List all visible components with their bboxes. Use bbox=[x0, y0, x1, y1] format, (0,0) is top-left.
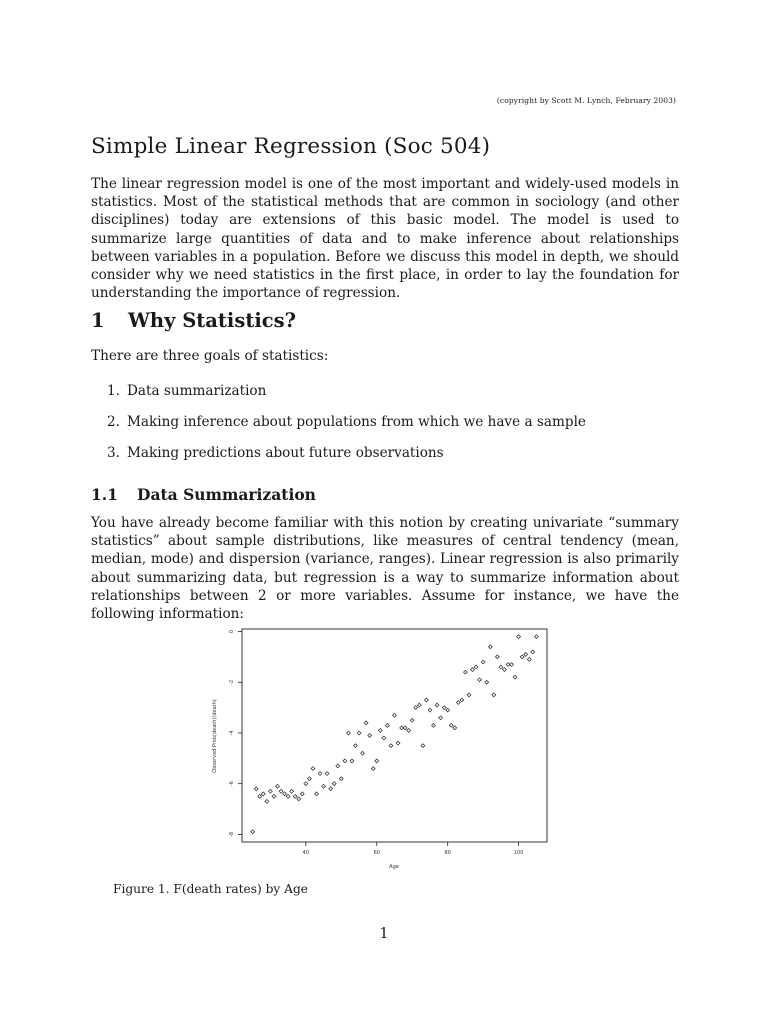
scatter-plot bbox=[200, 626, 560, 876]
scatter-point bbox=[499, 665, 503, 669]
scatter-point bbox=[290, 789, 294, 793]
subsection-1-1-number: 1.1 bbox=[91, 485, 118, 504]
scatter-point bbox=[336, 764, 340, 768]
scatter-point bbox=[322, 784, 326, 788]
document-title: Simple Linear Regression (Soc 504) bbox=[91, 134, 491, 159]
scatter-point bbox=[378, 729, 382, 733]
scatter-point bbox=[311, 767, 315, 771]
list-item-text: Making predictions about future observations bbox=[127, 445, 444, 461]
scatter-point bbox=[410, 718, 414, 722]
scatter-point bbox=[276, 784, 280, 788]
y-tick-label: -2 bbox=[229, 679, 235, 685]
list-item-text: Making inference about populations from which we have a sample bbox=[127, 414, 586, 430]
scatter-point bbox=[481, 660, 485, 664]
scatter-point bbox=[534, 635, 538, 639]
x-tick-label: 40 bbox=[302, 850, 310, 856]
scatter-point bbox=[432, 723, 436, 727]
y-axis-label: Observed Prob(death)(death) bbox=[212, 699, 218, 773]
scatter-point bbox=[517, 635, 521, 639]
scatter-point bbox=[375, 759, 379, 763]
scatter-point bbox=[446, 708, 450, 712]
scatter-point bbox=[428, 708, 432, 712]
section-1-number: 1 bbox=[91, 309, 105, 332]
scatter-point bbox=[414, 706, 418, 710]
scatter-point bbox=[354, 744, 358, 748]
scatter-point bbox=[460, 698, 464, 702]
list-item bbox=[107, 382, 586, 413]
scatter-point bbox=[485, 680, 489, 684]
scatter-point bbox=[265, 800, 269, 804]
x-axis bbox=[303, 842, 524, 856]
scatter-point bbox=[513, 675, 517, 679]
scatter-point bbox=[495, 655, 499, 659]
scatter-point bbox=[339, 777, 343, 781]
scatter-point bbox=[371, 767, 375, 771]
scatter-figure bbox=[200, 626, 560, 876]
scatter-point bbox=[318, 772, 322, 776]
scatter-point bbox=[254, 787, 258, 791]
scatter-point bbox=[449, 723, 453, 727]
goals-lead-text: There are three goals of statistics: bbox=[91, 348, 329, 364]
scatter-point bbox=[503, 668, 507, 672]
scatter-point bbox=[329, 787, 333, 791]
scatter-point bbox=[297, 797, 301, 801]
scatter-point bbox=[393, 713, 397, 717]
scatter-point bbox=[293, 794, 297, 798]
goals-list bbox=[107, 382, 586, 475]
scatter-point bbox=[527, 658, 531, 662]
scatter-point bbox=[325, 772, 329, 776]
scatter-point bbox=[467, 693, 471, 697]
scatter-point bbox=[364, 721, 368, 725]
scatter-point bbox=[279, 789, 283, 793]
scatter-point bbox=[307, 777, 311, 781]
scatter-point bbox=[488, 645, 492, 649]
scatter-point bbox=[474, 665, 478, 669]
subsection-1-1-heading bbox=[91, 485, 316, 504]
subsection-1-1-title: Data Summarization bbox=[137, 485, 316, 504]
scatter-point bbox=[439, 716, 443, 720]
scatter-point bbox=[350, 759, 354, 763]
data-summarization-paragraph: You have already become familiar with this notion by creating univariate “summary statistics” about sample distributions, like measures of central tendency (mean, median, mode) and dispersion (variance, ranges). Linear regression is also primarily about summarizing data, but regression is a way to summarize information about relationships between 2 or more variables. Assume for instance, we have the following information: bbox=[91, 515, 679, 623]
scatter-point bbox=[258, 794, 262, 798]
scatter-point bbox=[396, 741, 400, 745]
scatter-point bbox=[417, 703, 421, 707]
y-tick-label: 0 bbox=[229, 629, 235, 634]
scatter-point bbox=[304, 782, 308, 786]
scatter-point bbox=[332, 782, 336, 786]
x-tick-label: 80 bbox=[444, 850, 451, 856]
scatter-point bbox=[361, 751, 365, 755]
y-tick-label: -4 bbox=[229, 730, 235, 736]
scatter-point bbox=[382, 736, 386, 740]
scatter-point bbox=[357, 731, 361, 735]
scatter-point bbox=[520, 655, 524, 659]
scatter-point bbox=[300, 792, 304, 796]
data-points bbox=[251, 635, 539, 834]
scatter-point bbox=[286, 794, 290, 798]
scatter-point bbox=[389, 744, 393, 748]
scatter-point bbox=[251, 830, 255, 834]
x-tick-label: 60 bbox=[373, 850, 380, 856]
scatter-point bbox=[315, 792, 319, 796]
y-tick-label: -8 bbox=[229, 831, 235, 837]
scatter-point bbox=[524, 652, 528, 656]
scatter-point bbox=[386, 723, 390, 727]
scatter-point bbox=[442, 706, 446, 710]
list-item-text: Data summarization bbox=[127, 383, 267, 399]
copyright-notice: (copyright by Scott M. Lynch, February 2003) bbox=[496, 96, 676, 105]
scatter-point bbox=[453, 726, 457, 730]
section-1-heading bbox=[91, 309, 296, 332]
y-axis bbox=[229, 630, 242, 837]
list-item-number: 3. bbox=[107, 445, 120, 461]
plot-frame bbox=[242, 629, 547, 842]
list-item-number: 2. bbox=[107, 414, 120, 430]
scatter-point bbox=[531, 650, 535, 654]
page-number: 1 bbox=[379, 926, 389, 942]
scatter-point bbox=[343, 759, 347, 763]
scatter-point bbox=[368, 734, 372, 738]
scatter-point bbox=[272, 794, 276, 798]
scatter-point bbox=[268, 789, 272, 793]
scatter-point bbox=[478, 678, 482, 682]
list-item-number: 1. bbox=[107, 383, 120, 399]
scatter-point bbox=[421, 744, 425, 748]
scatter-point bbox=[456, 701, 460, 705]
scatter-point bbox=[261, 792, 265, 796]
scatter-point bbox=[471, 668, 475, 672]
section-1-title: Why Statistics? bbox=[128, 309, 297, 332]
scatter-point bbox=[425, 698, 429, 702]
list-item bbox=[107, 413, 586, 444]
intro-paragraph: The linear regression model is one of the most important and widely-used models in statistics. Most of the statistical methods that are common in sociology (and other disciplines) today are extensions of this basic model. The model is used to summarize large quantities of data and to make inference about relationships between variables in a population. Before we discuss this model in depth, we should consider why we need statistics in the first place, in order to lay the foundation for understanding the importance of regression. bbox=[91, 176, 679, 302]
scatter-point bbox=[464, 670, 468, 674]
scatter-point bbox=[283, 792, 287, 796]
list-item bbox=[107, 444, 586, 475]
x-axis-label: Age bbox=[389, 864, 399, 870]
scatter-point bbox=[492, 693, 496, 697]
x-tick-label: 100 bbox=[513, 850, 524, 856]
figure-caption: Figure 1. F(death rates) by Age bbox=[113, 882, 308, 896]
y-tick-label: -6 bbox=[229, 781, 235, 787]
scatter-point bbox=[407, 729, 411, 733]
scatter-point bbox=[435, 703, 439, 707]
scatter-point bbox=[346, 731, 350, 735]
